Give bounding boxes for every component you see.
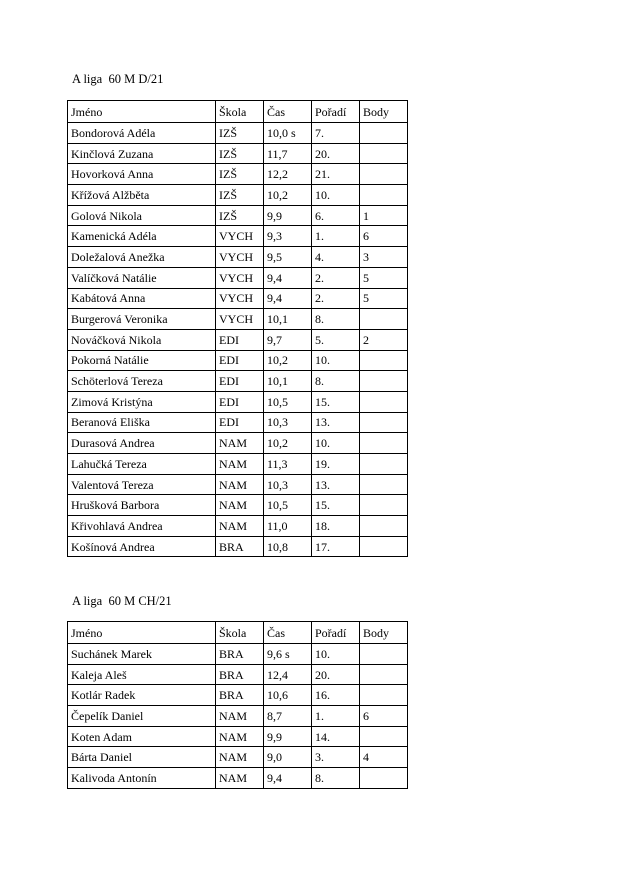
points-cell xyxy=(360,495,408,516)
points-cell: 5 xyxy=(360,288,408,309)
name-cell: Kaleja Aleš xyxy=(68,664,216,685)
school-cell: EDI xyxy=(216,412,264,433)
table-row xyxy=(68,664,408,685)
table-row xyxy=(68,706,408,727)
school-cell: NAM xyxy=(216,495,264,516)
rank-cell: 7. xyxy=(312,123,360,144)
table-row xyxy=(68,205,408,226)
rank-cell: 1. xyxy=(312,226,360,247)
time-cell: 12,4 xyxy=(264,664,312,685)
results-table-boys xyxy=(67,621,408,789)
name-cell: Kinčlová Zuzana xyxy=(68,143,216,164)
time-cell: 9,4 xyxy=(264,768,312,789)
name-cell: Hovorková Anna xyxy=(68,164,216,185)
points-cell xyxy=(360,350,408,371)
section-title-boys: A liga 60 M CH/21 xyxy=(72,594,172,608)
time-cell: 10,2 xyxy=(264,433,312,454)
points-cell: 3 xyxy=(360,247,408,268)
name-cell: Koten Adam xyxy=(68,726,216,747)
points-cell xyxy=(360,664,408,685)
name-cell: Suchánek Marek xyxy=(68,644,216,665)
table-row xyxy=(68,412,408,433)
rank-cell: 15. xyxy=(312,391,360,412)
name-cell: Čepelík Daniel xyxy=(68,706,216,727)
column-header-school: Škola xyxy=(216,101,264,123)
school-cell: IZŠ xyxy=(216,123,264,144)
rank-cell: 20. xyxy=(312,143,360,164)
school-cell: EDI xyxy=(216,329,264,350)
rank-cell: 8. xyxy=(312,371,360,392)
column-header-points: Body xyxy=(360,101,408,123)
time-cell: 10,8 xyxy=(264,536,312,557)
school-cell: VYCH xyxy=(216,288,264,309)
column-header-name: Jméno xyxy=(68,101,216,123)
table-row xyxy=(68,685,408,706)
time-cell: 10,2 xyxy=(264,185,312,206)
rank-cell: 19. xyxy=(312,454,360,475)
time-cell: 10,3 xyxy=(264,474,312,495)
school-cell: IZŠ xyxy=(216,205,264,226)
points-cell xyxy=(360,644,408,665)
section-title-girls: A liga 60 M D/21 xyxy=(72,72,164,86)
table-row xyxy=(68,371,408,392)
points-cell xyxy=(360,516,408,537)
rank-cell: 8. xyxy=(312,309,360,330)
table-row xyxy=(68,267,408,288)
points-cell xyxy=(360,726,408,747)
school-cell: VYCH xyxy=(216,226,264,247)
time-cell: 10,1 xyxy=(264,371,312,392)
points-cell xyxy=(360,164,408,185)
table-row xyxy=(68,123,408,144)
name-cell: Valentová Tereza xyxy=(68,474,216,495)
time-cell: 11,7 xyxy=(264,143,312,164)
table-row xyxy=(68,726,408,747)
time-cell: 12,2 xyxy=(264,164,312,185)
time-cell: 9,5 xyxy=(264,247,312,268)
time-cell: 10,2 xyxy=(264,350,312,371)
rank-cell: 18. xyxy=(312,516,360,537)
school-cell: NAM xyxy=(216,747,264,768)
table-row xyxy=(68,516,408,537)
table-row xyxy=(68,454,408,475)
points-cell: 1 xyxy=(360,205,408,226)
name-cell: Zimová Kristýna xyxy=(68,391,216,412)
time-cell: 9,9 xyxy=(264,205,312,226)
points-cell xyxy=(360,412,408,433)
table-row xyxy=(68,536,408,557)
name-cell: Bondorová Adéla xyxy=(68,123,216,144)
column-header-rank: Pořadí xyxy=(312,622,360,644)
rank-cell: 14. xyxy=(312,726,360,747)
time-cell: 9,7 xyxy=(264,329,312,350)
column-header-points: Body xyxy=(360,622,408,644)
table-row xyxy=(68,226,408,247)
points-cell: 5 xyxy=(360,267,408,288)
school-cell: NAM xyxy=(216,433,264,454)
time-cell: 10,0 s xyxy=(264,123,312,144)
name-cell: Golová Nikola xyxy=(68,205,216,226)
table-header-row xyxy=(68,101,408,123)
rank-cell: 21. xyxy=(312,164,360,185)
table-row xyxy=(68,309,408,330)
points-cell xyxy=(360,185,408,206)
table-row xyxy=(68,433,408,454)
points-cell xyxy=(360,454,408,475)
school-cell: BRA xyxy=(216,536,264,557)
rank-cell: 6. xyxy=(312,205,360,226)
name-cell: Durasová Andrea xyxy=(68,433,216,454)
table-row xyxy=(68,747,408,768)
rank-cell: 2. xyxy=(312,288,360,309)
rank-cell: 5. xyxy=(312,329,360,350)
points-cell: 4 xyxy=(360,747,408,768)
name-cell: Burgerová Veronika xyxy=(68,309,216,330)
column-header-name: Jméno xyxy=(68,622,216,644)
points-cell: 6 xyxy=(360,706,408,727)
time-cell: 10,3 xyxy=(264,412,312,433)
time-cell: 10,5 xyxy=(264,391,312,412)
school-cell: VYCH xyxy=(216,309,264,330)
school-cell: NAM xyxy=(216,516,264,537)
rank-cell: 2. xyxy=(312,267,360,288)
name-cell: Beranová Eliška xyxy=(68,412,216,433)
table-row xyxy=(68,185,408,206)
table-row xyxy=(68,391,408,412)
rank-cell: 13. xyxy=(312,412,360,433)
table-row xyxy=(68,495,408,516)
school-cell: BRA xyxy=(216,685,264,706)
points-cell xyxy=(360,474,408,495)
points-cell: 6 xyxy=(360,226,408,247)
results-table-girls xyxy=(67,100,408,557)
rank-cell: 13. xyxy=(312,474,360,495)
column-header-school: Škola xyxy=(216,622,264,644)
school-cell: IZŠ xyxy=(216,143,264,164)
points-cell: 2 xyxy=(360,329,408,350)
table-header-row xyxy=(68,622,408,644)
time-cell: 9,9 xyxy=(264,726,312,747)
table-row xyxy=(68,288,408,309)
table-row xyxy=(68,474,408,495)
rank-cell: 10. xyxy=(312,644,360,665)
points-cell xyxy=(360,768,408,789)
school-cell: NAM xyxy=(216,768,264,789)
school-cell: EDI xyxy=(216,350,264,371)
school-cell: BRA xyxy=(216,644,264,665)
time-cell: 9,4 xyxy=(264,288,312,309)
name-cell: Valíčková Natálie xyxy=(68,267,216,288)
time-cell: 10,1 xyxy=(264,309,312,330)
name-cell: Hrušková Barbora xyxy=(68,495,216,516)
name-cell: Košínová Andrea xyxy=(68,536,216,557)
points-cell xyxy=(360,123,408,144)
name-cell: Pokorná Natálie xyxy=(68,350,216,371)
column-header-time: Čas xyxy=(264,101,312,123)
rank-cell: 16. xyxy=(312,685,360,706)
name-cell: Schöterlová Tereza xyxy=(68,371,216,392)
table-row xyxy=(68,247,408,268)
name-cell: Bárta Daniel xyxy=(68,747,216,768)
name-cell: Kamenická Adéla xyxy=(68,226,216,247)
table-row xyxy=(68,768,408,789)
points-cell xyxy=(360,371,408,392)
school-cell: NAM xyxy=(216,474,264,495)
table-row xyxy=(68,329,408,350)
name-cell: Doležalová Anežka xyxy=(68,247,216,268)
name-cell: Kabátová Anna xyxy=(68,288,216,309)
school-cell: VYCH xyxy=(216,267,264,288)
time-cell: 11,3 xyxy=(264,454,312,475)
rank-cell: 17. xyxy=(312,536,360,557)
time-cell: 9,3 xyxy=(264,226,312,247)
school-cell: VYCH xyxy=(216,247,264,268)
name-cell: Nováčková Nikola xyxy=(68,329,216,350)
time-cell: 10,6 xyxy=(264,685,312,706)
rank-cell: 8. xyxy=(312,768,360,789)
name-cell: Kalivoda Antonín xyxy=(68,768,216,789)
rank-cell: 15. xyxy=(312,495,360,516)
school-cell: IZŠ xyxy=(216,164,264,185)
points-cell xyxy=(360,536,408,557)
time-cell: 9,4 xyxy=(264,267,312,288)
rank-cell: 1. xyxy=(312,706,360,727)
time-cell: 10,5 xyxy=(264,495,312,516)
table-row xyxy=(68,164,408,185)
points-cell xyxy=(360,143,408,164)
school-cell: BRA xyxy=(216,664,264,685)
rank-cell: 20. xyxy=(312,664,360,685)
time-cell: 9,0 xyxy=(264,747,312,768)
rank-cell: 10. xyxy=(312,350,360,371)
time-cell: 9,6 s xyxy=(264,644,312,665)
table-row xyxy=(68,350,408,371)
points-cell xyxy=(360,685,408,706)
table-row xyxy=(68,143,408,164)
time-cell: 11,0 xyxy=(264,516,312,537)
name-cell: Kotlár Radek xyxy=(68,685,216,706)
school-cell: NAM xyxy=(216,454,264,475)
points-cell xyxy=(360,433,408,454)
rank-cell: 10. xyxy=(312,185,360,206)
school-cell: IZŠ xyxy=(216,185,264,206)
column-header-rank: Pořadí xyxy=(312,101,360,123)
name-cell: Křížová Alžběta xyxy=(68,185,216,206)
rank-cell: 3. xyxy=(312,747,360,768)
name-cell: Křivohlavá Andrea xyxy=(68,516,216,537)
column-header-time: Čas xyxy=(264,622,312,644)
points-cell xyxy=(360,309,408,330)
points-cell xyxy=(360,391,408,412)
rank-cell: 4. xyxy=(312,247,360,268)
school-cell: EDI xyxy=(216,371,264,392)
school-cell: NAM xyxy=(216,726,264,747)
table-row xyxy=(68,644,408,665)
school-cell: EDI xyxy=(216,391,264,412)
time-cell: 8,7 xyxy=(264,706,312,727)
school-cell: NAM xyxy=(216,706,264,727)
rank-cell: 10. xyxy=(312,433,360,454)
name-cell: Lahučká Tereza xyxy=(68,454,216,475)
